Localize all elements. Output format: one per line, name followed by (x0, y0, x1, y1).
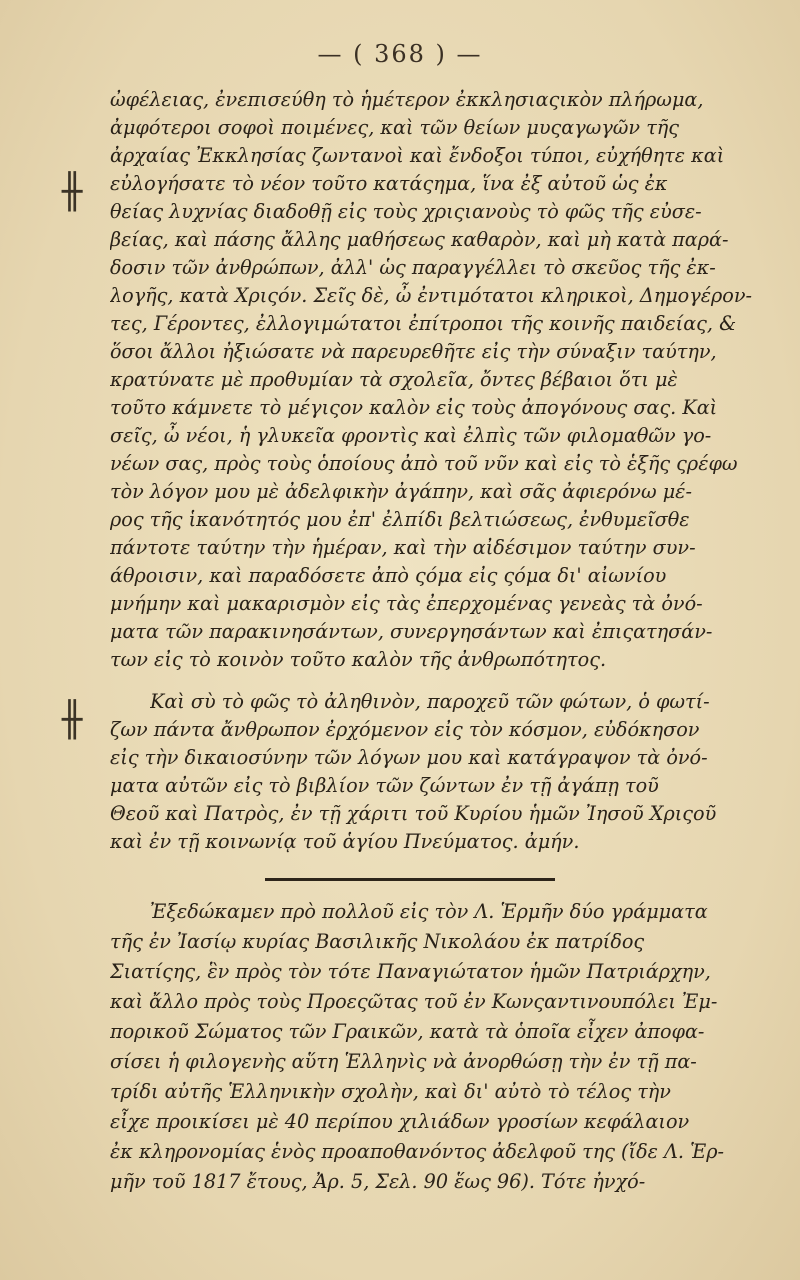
text-line: κρατύνατε μὲ προθυμίαν τὰ σχολεῖα, ὄντες βέβαιοι ὅτι μὲ (110, 368, 678, 391)
text-line: ματα αὐτῶν εἰς τὸ βιβλίον τῶν ζώντων ἐν τῇ ἀγάπῃ τοῦ (110, 774, 659, 797)
text-line: εἰς τὴν δικαιοσύνην τῶν λόγων μου καὶ κατάγραψον τὰ ὀνό- (110, 746, 708, 769)
section-divider-rule (265, 878, 555, 881)
text-line: καὶ ἐν τῇ κοινωνίᾳ τοῦ ἁγίου Πνεύματος. ἀμήν. (110, 830, 580, 853)
text-line: ἀρχαίας Ἐκκλησίας ζωντανοὶ καὶ ἔνδοξοι τύποι, εὐχήθητε καὶ (110, 144, 725, 167)
text-line: τες, Γέροντες, ἐλλογιμώτατοι ἐπίτροποι τῆς κοινῆς παιδείας, & (110, 312, 737, 335)
text-line: Θεοῦ καὶ Πατρὸς, ἐν τῇ χάριτι τοῦ Κυρίου ἡμῶν Ἰησοῦ Χριςοῦ (110, 802, 717, 825)
text-line: πορικοῦ Σώματος τῶν Γραικῶν, κατὰ τὰ ὁποῖα εἶχεν ἀποφα- (110, 1020, 705, 1043)
text-line: θείας λυχνίας διαδοθῇ εἰς τοὺς χριςιανοὺς τὸ φῶς τῆς εὐσε- (110, 200, 702, 223)
text-line: Σιατίςης, ἓν πρὸς τὸν τότε Παναγιώτατον ἡμῶν Πατριάρχην, (110, 960, 711, 983)
text-line: ματα τῶν παρακινησάντων, συνεργησάντων καὶ ἐπιςατησάν- (110, 620, 713, 643)
text-line: τὸν λόγον μου μὲ ἀδελφικὴν ἀγάπην, καὶ σᾶς ἀφιερόνω μέ- (110, 480, 692, 503)
text-line: δοσιν τῶν ἀνθρώπων, ἀλλ' ὡς παραγγέλλει τὸ σκεῦος τῆς ἐκ- (110, 256, 716, 279)
text-line: εὐλογήσατε τὸ νέον τοῦτο κατάςημα, ἵνα ἐξ αὐτοῦ ὡς ἐκ (110, 172, 668, 195)
text-line: ρος τῆς ἱκανότητός μου ἐπ' ἐλπίδι βελτιώσεως, ἐνθυμεῖσθε (110, 508, 690, 531)
text-line: καὶ ἄλλο πρὸς τοὺς Προεςῶτας τοῦ ἐν Κωνςαντινουπόλει Ἐμ- (110, 990, 718, 1013)
text-line: σεῖς, ὦ νέοι, ἡ γλυκεῖα φροντὶς καὶ ἐλπὶς τῶν φιλομαθῶν γο- (110, 424, 712, 447)
page-number-header: — ( 368 ) — (317, 40, 483, 68)
text-line: μνήμην καὶ μακαρισμὸν εἰς τὰς ἐπερχομένας γενεὰς τὰ ὀνό- (110, 592, 703, 615)
text-line: τῆς ἐν Ἰασίῳ κυρίας Βασιλικῆς Νικολάου ἐκ πατρίδος (110, 930, 645, 953)
text-line: Καὶ σὺ τὸ φῶς τὸ ἀληθινὸν, παροχεῦ τῶν φώτων, ὁ φωτί- (150, 690, 710, 713)
text-line: τρίδι αὐτῆς Ἑλληνικὴν σχολὴν, καὶ δι' αὐτὸ τὸ τέλος τὴν (110, 1080, 671, 1103)
text-line: Ἐξεδώκαμεν πρὸ πολλοῦ εἰς τὸν Λ. Ἑρμῆν δύο γράμματα (150, 900, 708, 923)
text-line: ζων πάντα ἄνθρωπον ἐρχόμενον εἰς τὸν κόσμον, εὐδόκησον (110, 718, 700, 741)
text-line: ἐκ κληρονομίας ἑνὸς προαποθανόντος ἀδελφοῦ της (ἴδε Λ. Ἑρ- (110, 1140, 724, 1163)
text-line: άθροισιν, καὶ παραδόσετε ἀπὸ ςόμα εἰς ςόμα δι' αἰωνίου (110, 564, 667, 587)
text-line: τοῦτο κάμνετε τὸ μέγιςον καλὸν εἰς τοὺς ἀπογόνους σας. Καὶ (110, 396, 718, 419)
text-line: εἶχε προικίσει μὲ 40 περίπου χιλιάδων γροσίων κεφάλαιον (110, 1110, 690, 1133)
margin-annotation-mark: ╫ (62, 700, 83, 740)
text-line: πάντοτε ταύτην τὴν ἡμέραν, καὶ τὴν αἰδέσιμον ταύτην συν- (110, 536, 696, 559)
margin-annotation-mark: ╫ (62, 172, 83, 212)
text-line: βείας, καὶ πάσης ἄλλης μαθήσεως καθαρὸν, καὶ μὴ κατὰ παρά- (110, 228, 729, 251)
text-line: νέων σας, πρὸς τοὺς ὁποίους ἀπὸ τοῦ νῦν καὶ εἰς τὸ ἑξῆς ςρέφω (110, 452, 738, 475)
text-line: λογῆς, κατὰ Χριςόν. Σεῖς δὲ, ὦ ἐντιμότατοι κληρικοὶ, Δημογέρον- (110, 284, 752, 307)
text-line: ὠφέλειας, ἐνεπισεύθη τὸ ἡμέτερον ἐκκλησιαςικὸν πλήρωμα, (110, 88, 704, 111)
text-line: ὅσοι ἄλλοι ἠξιώσατε νὰ παρευρεθῆτε εἰς τὴν σύναξιν ταύτην, (110, 340, 717, 363)
text-line: σίσει ἡ φιλογενὴς αὕτη Ἑλληνὶς νὰ ἀνορθώσῃ τὴν ἐν τῇ πα- (110, 1050, 697, 1073)
text-line: μῆν τοῦ 1817 ἔτους, Ἀρ. 5, Σελ. 90 ἕως 96). Τότε ἠνχό- (110, 1170, 646, 1193)
text-line: των εἰς τὸ κοινὸν τοῦτο καλὸν τῆς ἀνθρωπότητος. (110, 648, 607, 671)
text-line: ἀμφότεροι σοφοὶ ποιμένες, καὶ τῶν θείων μυςαγωγῶν τῆς (110, 116, 680, 139)
